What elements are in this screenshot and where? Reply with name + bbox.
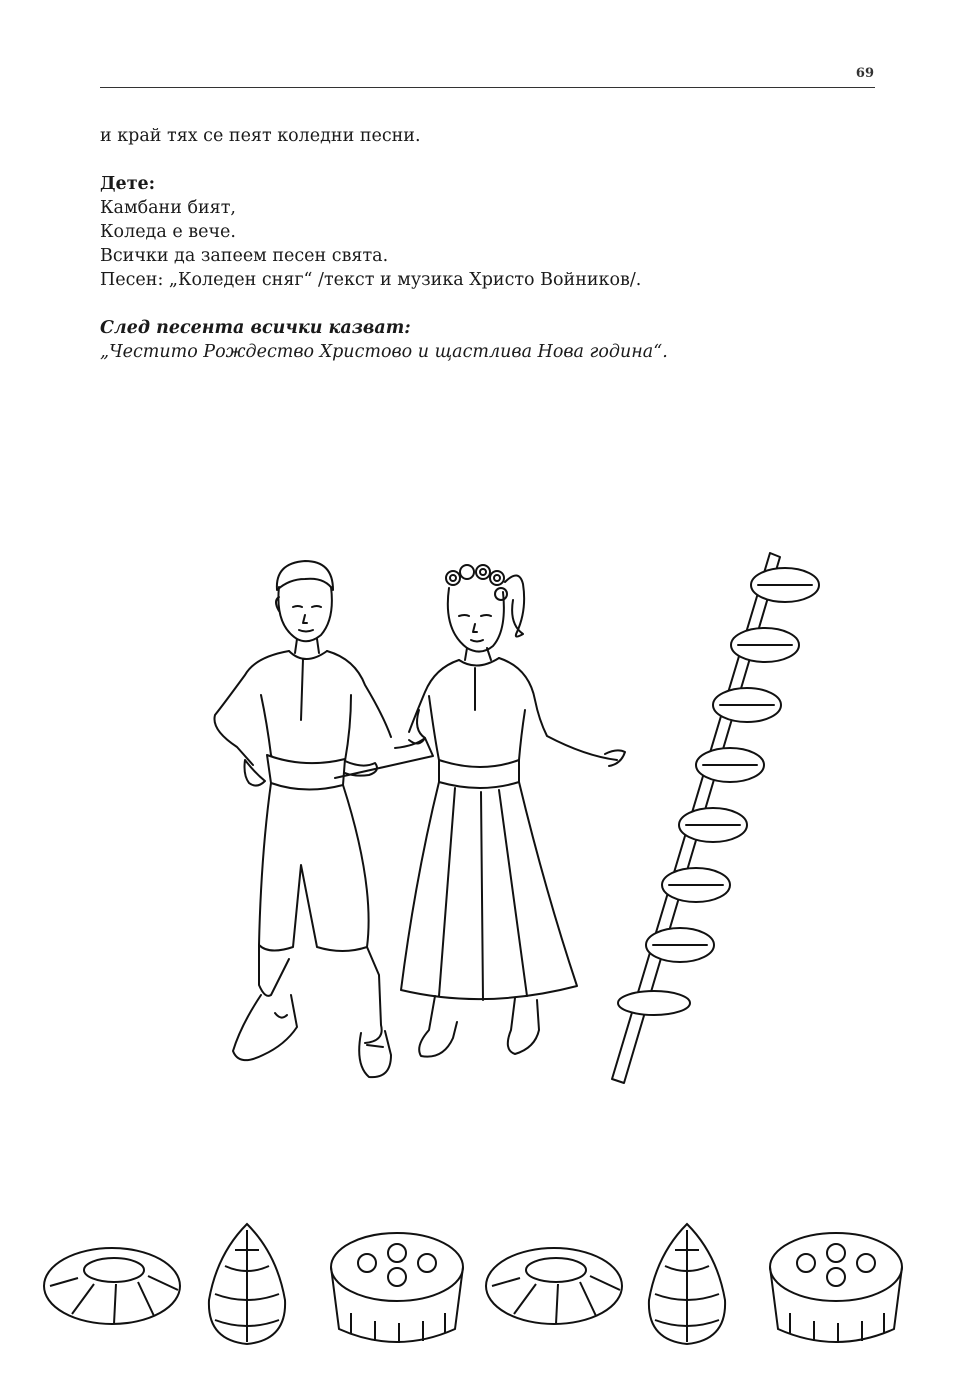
text-block <box>100 124 880 364</box>
pine-cone-icon <box>645 1220 729 1346</box>
verse-line: Камбани бият, <box>100 198 236 218</box>
verse-line: Песен: „Коледен сняг“ /текст и музика Христо Войников/. <box>100 270 642 290</box>
greeting-line: „Честито Рождество Христово и щастлива Нова година“. <box>100 342 668 362</box>
decorated-bread-icon <box>327 1229 467 1347</box>
verse-line: Всички да запеем песен свята. <box>100 246 389 266</box>
intro-line: и край тях се пеят коледни песни. <box>100 126 421 146</box>
page-number: 69 <box>855 66 874 81</box>
girl-figure-illustration <box>395 560 635 1080</box>
bread-skewer-illustration <box>600 545 830 1095</box>
bread-rings-stack <box>618 568 819 1015</box>
bread-ring-icon <box>484 1244 624 1326</box>
after-song-label: След песента всички казват: <box>100 318 411 338</box>
header-rule <box>100 87 875 88</box>
pine-cone-icon <box>205 1220 289 1346</box>
verse-line: Коледа е вече. <box>100 222 236 242</box>
speaker-label: Дете: <box>100 174 156 194</box>
decorated-bread-icon <box>766 1229 906 1347</box>
bread-ring-icon <box>42 1244 182 1326</box>
boy-figure-illustration <box>205 555 405 1085</box>
